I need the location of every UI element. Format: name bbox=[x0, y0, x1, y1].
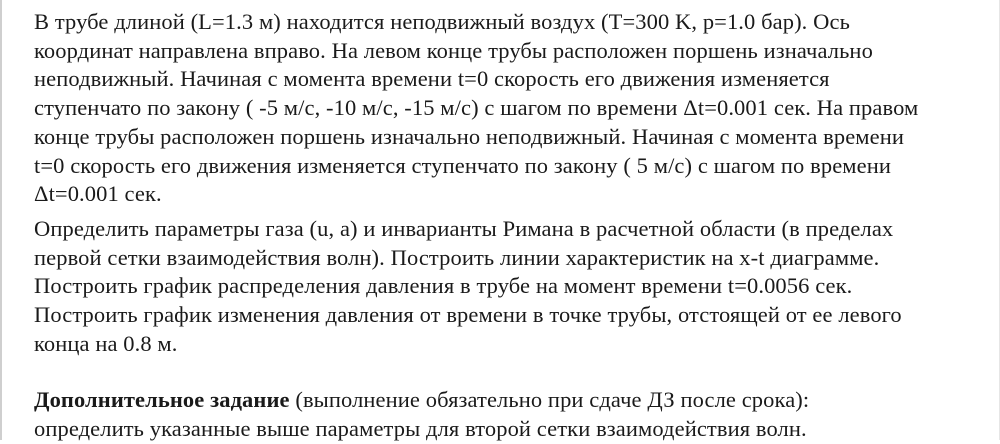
additional-task-text: (выполнение обязательно при сдаче ДЗ после срока): определить указанные выше параметры для второй сетки взаимодействия волн. bbox=[34, 387, 810, 442]
additional-task-heading: Дополнительное задание bbox=[34, 387, 290, 413]
problem-statement-paragraph: В трубе длиной (L=1.3 м) находится неподвижный воздух (T=300 K, p=1.0 бар). Ось координат направлена вправо. На левом конце трубы расположен поршень изначально неподвижный. Начиная с момента времени t=0 скорость его движения изменяется ступенчато по закону ( -5 м/с, -10 м/с, -15 м/с) с шагом по времени Δt=0.001 сек. На правом конце трубы расположен поршень изначально неподвижный. Начиная с момента времени t=0 скорость его движения изменяется ступенчато по закону ( 5 м/с) с шагом по времени Δt=0.001 сек. bbox=[34, 9, 919, 207]
task-requirements-paragraph: Определить параметры газа (u, a) и инварианты Римана в расчетной области (в пределах первой сетки взаимодействия волн). Построить линии характеристик на x-t диаграмме. Построить график распределения давления в трубе на момент времени t=0.0056 сек. Построить график изменения давления от времени в точке трубы, отстоящей от ее левого конца на 0.8 м. bbox=[34, 215, 902, 356]
document-text bbox=[34, 8, 974, 444]
additional-task-paragraph bbox=[34, 386, 974, 443]
